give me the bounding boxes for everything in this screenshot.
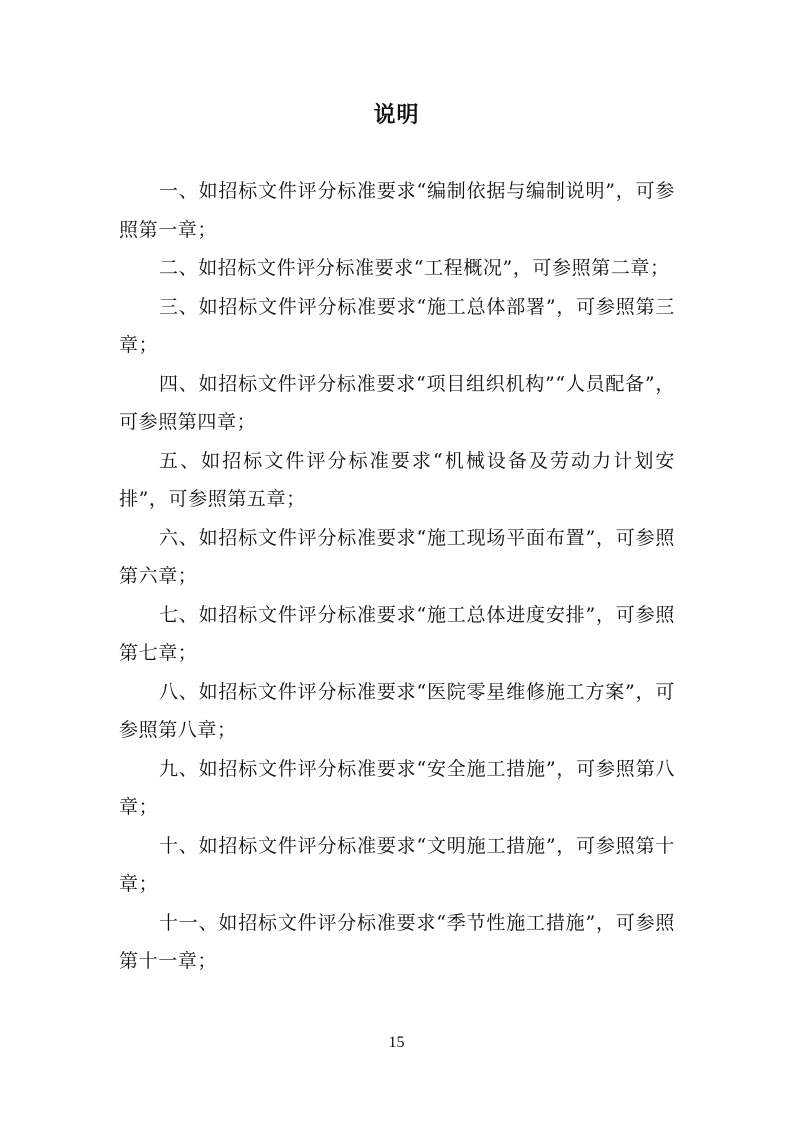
paragraph-5: 五、如招标文件评分标准要求“机械设备及劳动力计划安排”，可参照第五章； bbox=[119, 449, 675, 510]
paragraph-2: 二、如招标文件评分标准要求“工程概况”，可参照第二章； bbox=[159, 257, 670, 279]
paragraph-6: 六、如招标文件评分标准要求“施工现场平面布置”，可参照第六章； bbox=[119, 526, 675, 587]
paragraph-11: 十一、如招标文件评分标准要求“季节性施工措施”，可参照第十一章； bbox=[119, 911, 675, 972]
paragraph-3: 三、如招标文件评分标准要求“施工总体部署”，可参照第三章； bbox=[119, 295, 675, 356]
paragraph-8: 八、如招标文件评分标准要求“医院零星维修施工方案”，可参照第八章； bbox=[119, 680, 675, 741]
paragraph-4: 四、如招标文件评分标准要求“项目组织机构”“人员配备”，可参照第四章； bbox=[119, 372, 675, 433]
page-number: 15 bbox=[388, 1034, 405, 1051]
page-title: 说明 bbox=[373, 103, 420, 128]
document-body bbox=[119, 172, 675, 981]
paragraph-7: 七、如招标文件评分标准要求“施工总体进度安排”，可参照第七章； bbox=[119, 603, 675, 664]
paragraph-9: 九、如招标文件评分标准要求“安全施工措施”，可参照第八章； bbox=[119, 757, 675, 818]
paragraph-1: 一、如招标文件评分标准要求“编制依据与编制说明”，可参照第一章； bbox=[119, 180, 675, 241]
paragraph-10: 十、如招标文件评分标准要求“文明施工措施”，可参照第十章； bbox=[119, 834, 675, 895]
